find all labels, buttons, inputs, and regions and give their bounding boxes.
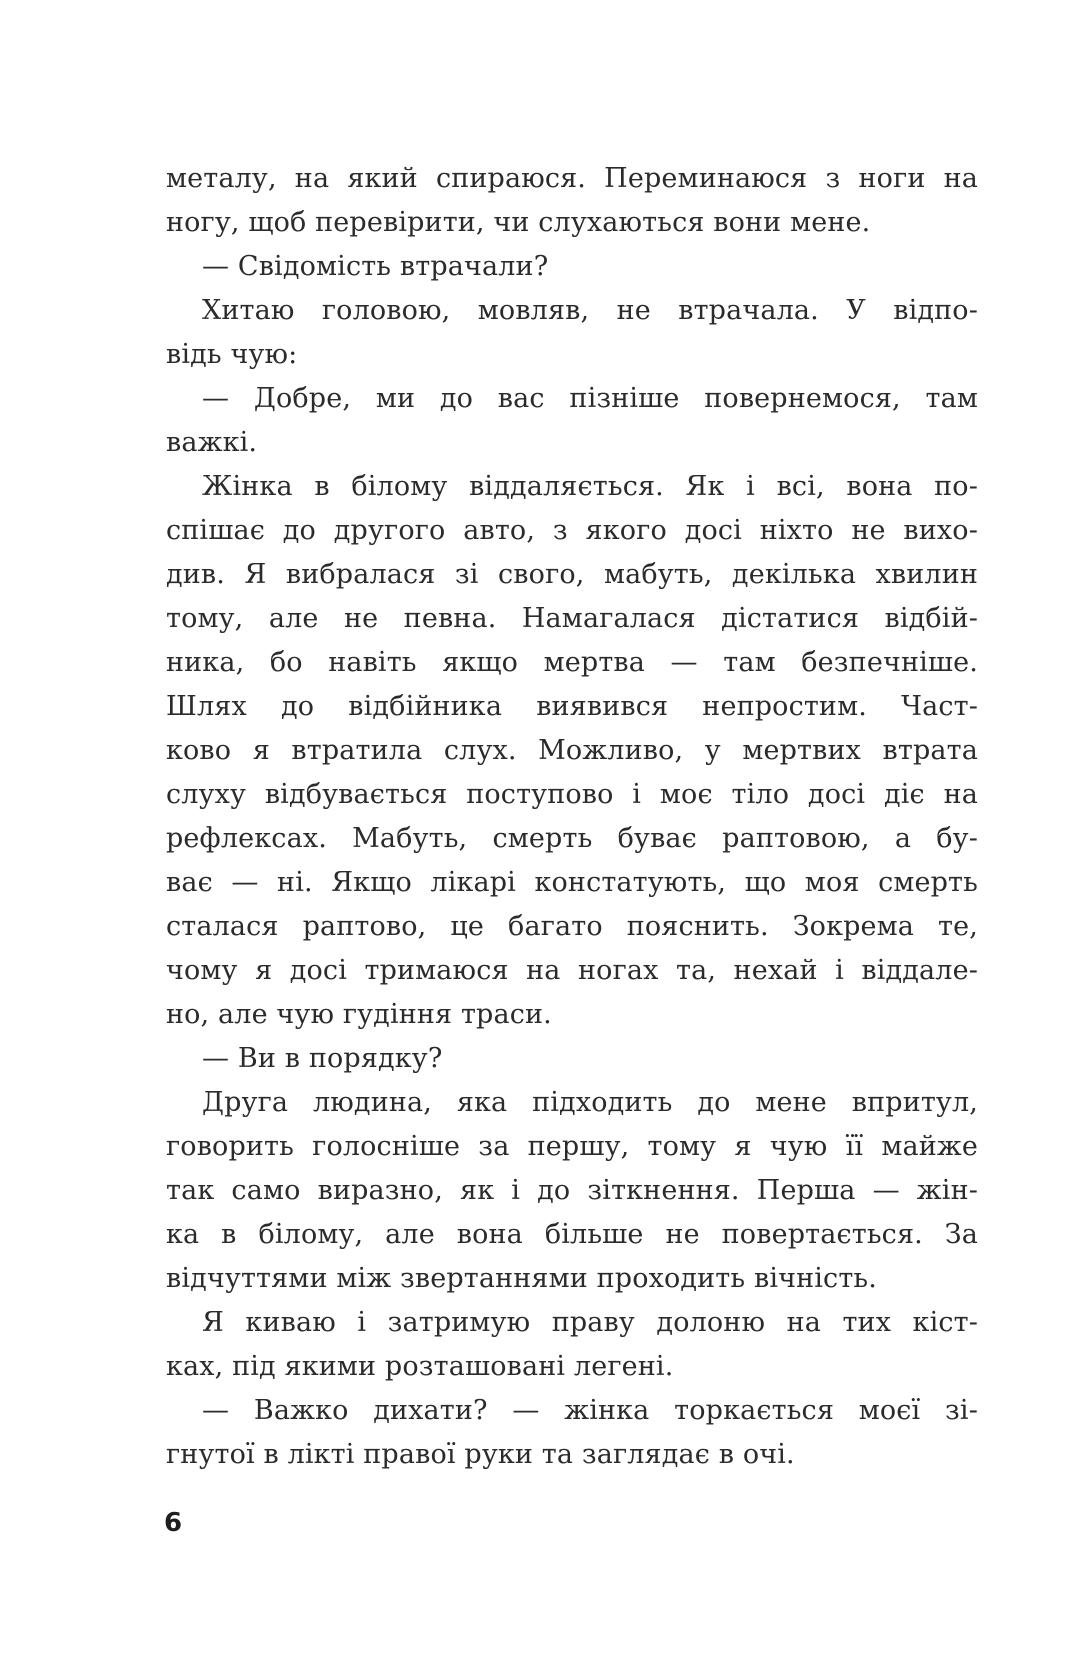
text-line: ває — ні. Якщо лікарі констатують, що моя смерть bbox=[166, 867, 978, 898]
text-line: спішає до другого авто, з якого досі ніхто не вихо- bbox=[166, 515, 978, 546]
text-line: Шлях до відбійника виявився непростим. Част- bbox=[166, 691, 978, 722]
text-line: ника, бо навіть якщо мертва — там безпечніше. bbox=[166, 647, 978, 678]
text-line: металу, на який спираюся. Переминаюся з ноги на bbox=[166, 163, 978, 194]
text-line: відчуттями між звертаннями проходить вічність. bbox=[166, 1263, 877, 1294]
text-line: так само виразно, як і до зіткнення. Перша — жін- bbox=[166, 1175, 978, 1206]
text-line: рефлексах. Мабуть, смерть буває раптовою, а бу- bbox=[166, 823, 978, 854]
text-line: — Свідомість втрачали? bbox=[202, 251, 549, 282]
text-line: гнутої в лікті правої руки та заглядає в очі. bbox=[166, 1439, 795, 1470]
text-line: ково я втратила слух. Можливо, у мертвих втрата bbox=[166, 735, 978, 766]
text-line: говорить голосніше за першу, тому я чую її майже bbox=[166, 1131, 978, 1162]
page-number: 6 bbox=[164, 1508, 183, 1538]
text-line: — Добре, ми до вас пізніше повернемося, там bbox=[202, 383, 978, 414]
text-line: важкі. bbox=[166, 427, 258, 458]
text-line: чому я досі тримаюся на ногах та, нехай і віддале- bbox=[166, 955, 978, 986]
text-line: див. Я вибралася зі свого, мабуть, декілька хвилин bbox=[166, 559, 978, 590]
text-line: Жінка в білому віддаляється. Як і всі, вона по- bbox=[202, 471, 978, 502]
text-line: — Важко дихати? — жінка торкається моєї зі- bbox=[202, 1395, 978, 1426]
text-line: Хитаю головою, мовляв, не втрачала. У відпо- bbox=[202, 295, 978, 326]
text-line: сталася раптово, це багато пояснить. Зокрема те, bbox=[166, 911, 978, 942]
text-line: Друга людина, яка підходить до мене впритул, bbox=[202, 1087, 978, 1118]
text-line: слуху відбувається поступово і моє тіло досі діє на bbox=[166, 779, 978, 810]
text-line: Я киваю і затримую праву долоню на тих кіст- bbox=[202, 1307, 978, 1338]
text-line: — Ви в порядку? bbox=[202, 1043, 443, 1074]
body-text bbox=[166, 157, 978, 1477]
text-line: ногу, щоб перевірити, чи слухаються вони мене. bbox=[166, 207, 871, 238]
text-line: ка в білому, але вона більше не повертається. За bbox=[166, 1219, 978, 1250]
text-line: відь чую: bbox=[166, 339, 298, 370]
text-line: тому, але не певна. Намагалася дістатися відбій- bbox=[166, 603, 978, 634]
text-line: но, але чую гудіння траси. bbox=[166, 999, 552, 1030]
text-line: ках, під якими розташовані легені. bbox=[166, 1351, 674, 1382]
